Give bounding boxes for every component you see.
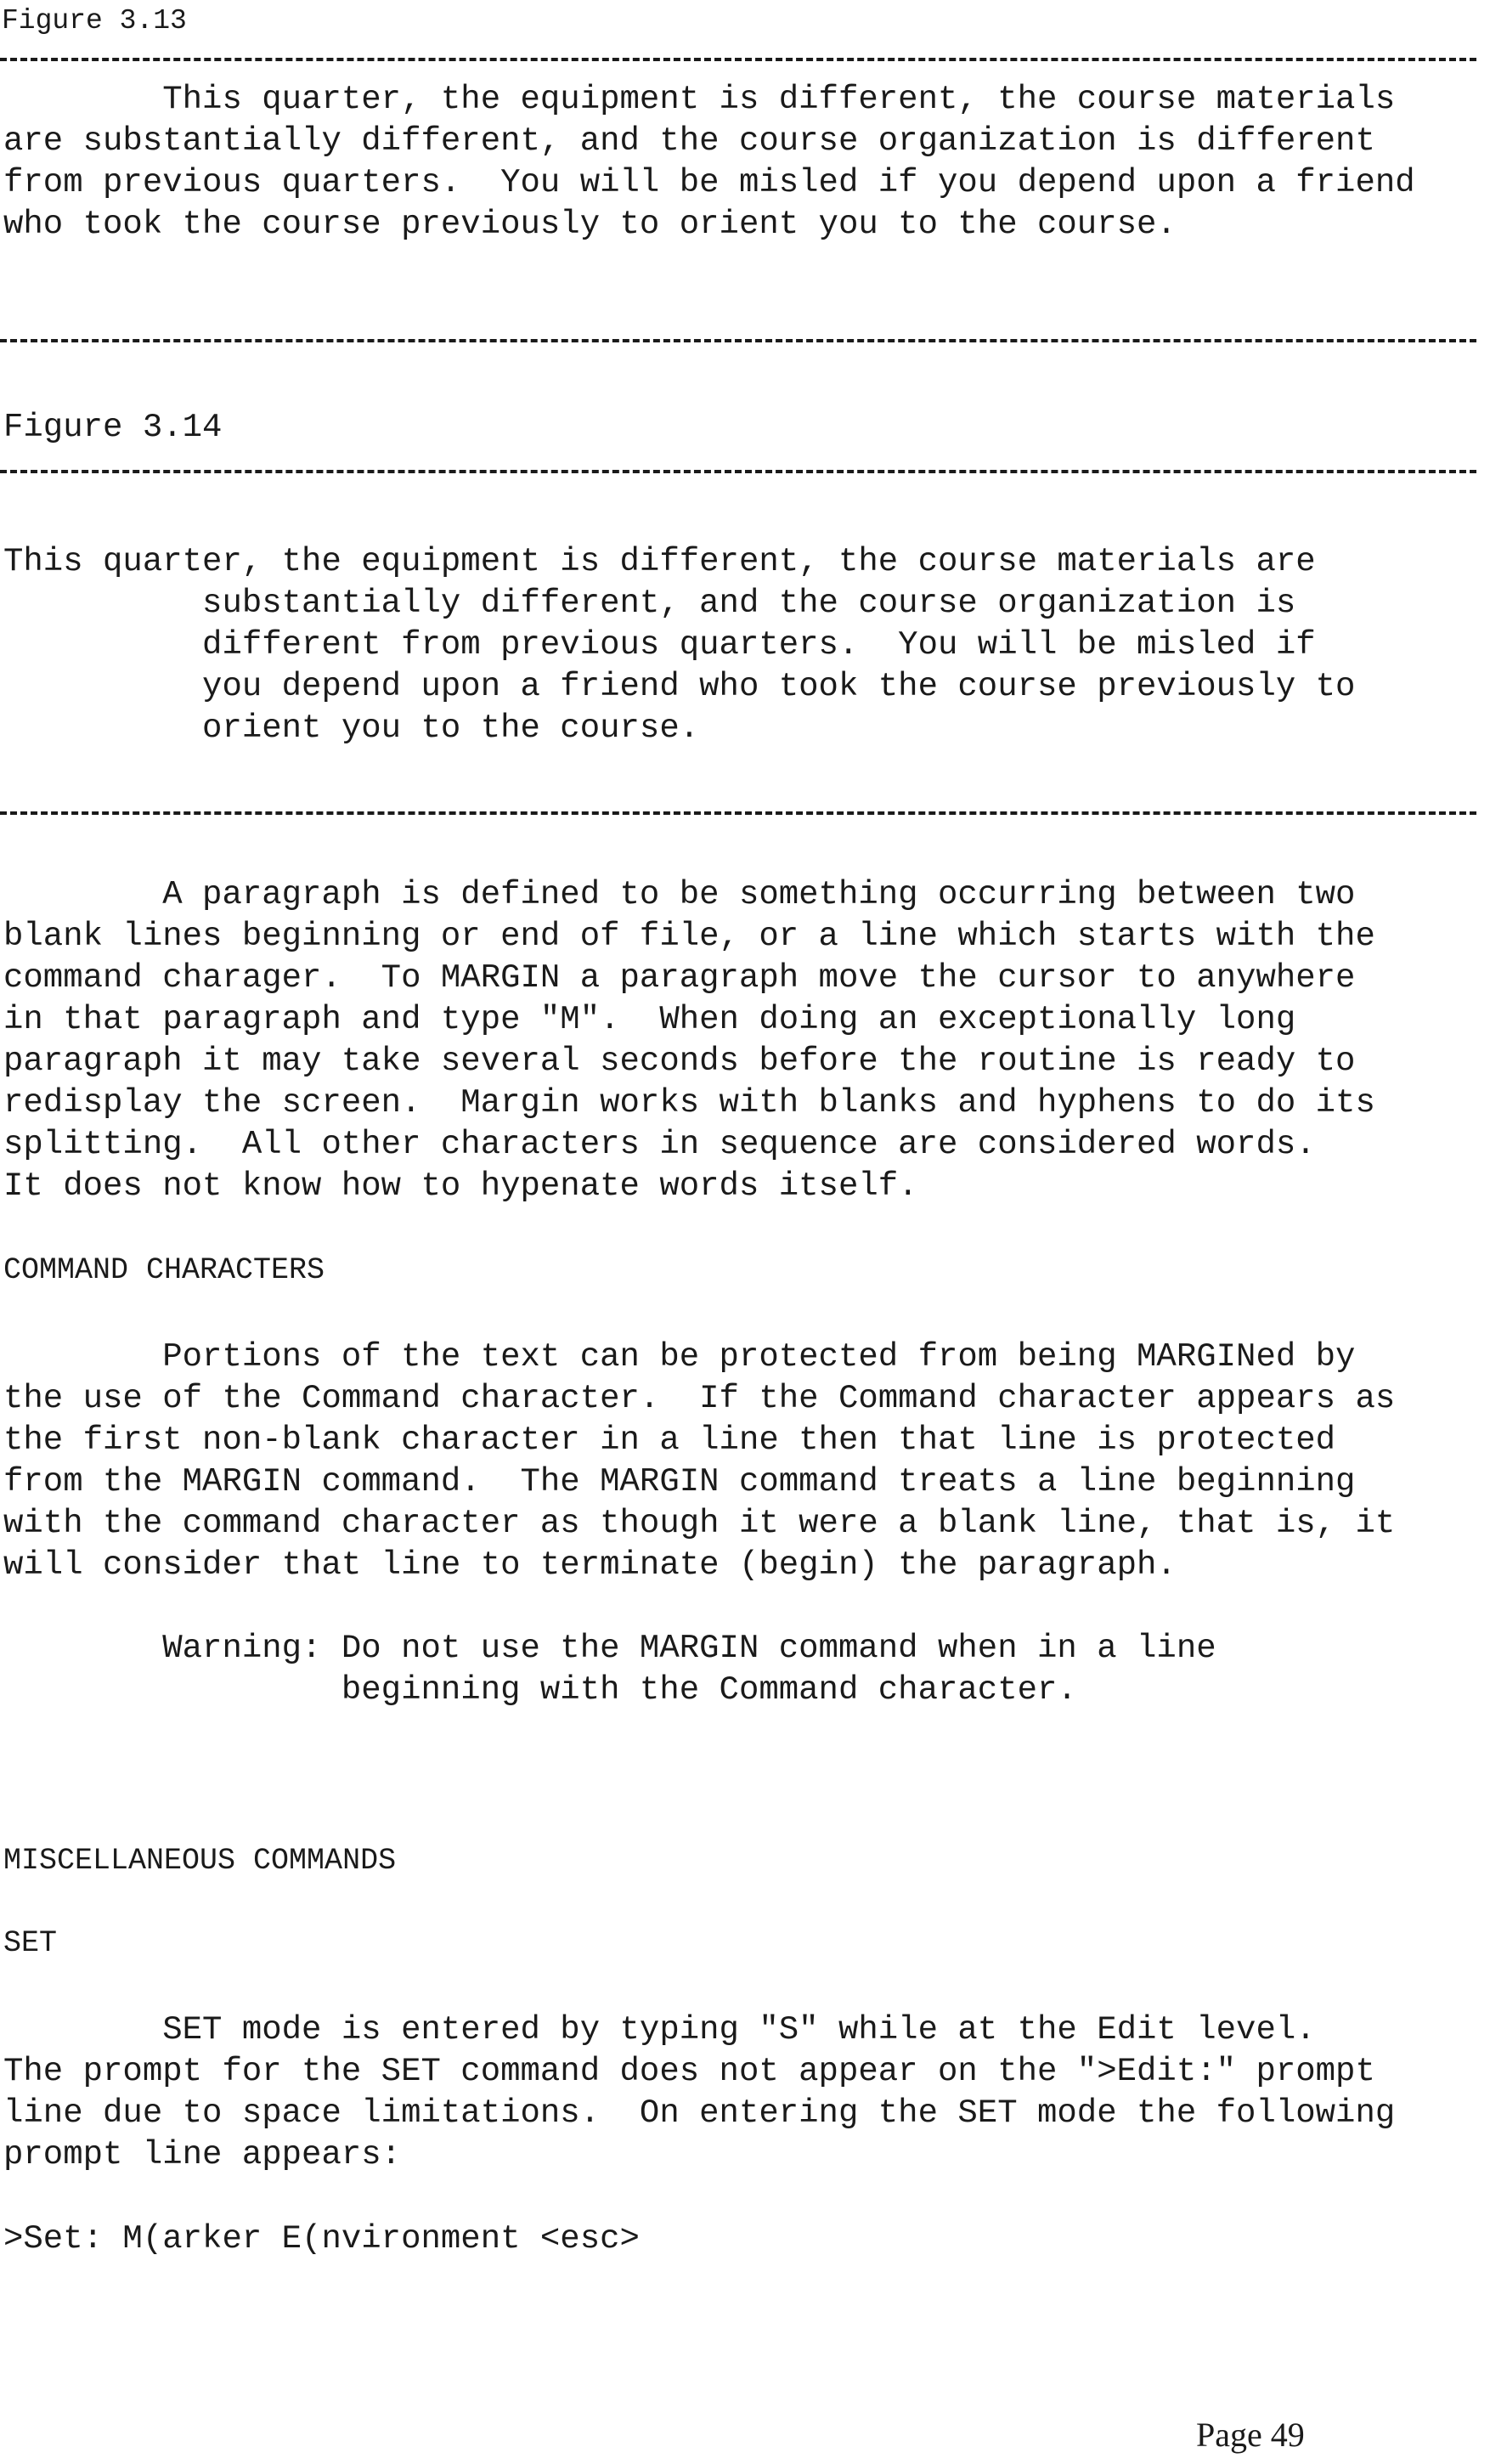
figure-3-13-label: Figure 3.13 [2, 5, 187, 37]
body-text-line: Portions of the text can be protected from being MARGINed by [3, 1338, 1356, 1376]
section-heading: COMMAND CHARACTERS [3, 1253, 325, 1287]
body-text-line: blank lines beginning or end of file, or a line which starts with the [3, 918, 1375, 955]
warning-line: beginning with the Command character. [3, 1671, 1077, 1709]
body-text-line: It does not know how to hypenate words itself. [3, 1167, 918, 1205]
body-text-line: SET mode is entered by typing "S" while at the Edit level. [3, 2011, 1316, 2049]
body-text-line: command charager. To MARGIN a paragraph move the cursor to anywhere [3, 959, 1356, 997]
figure-3-14-line: you depend upon a friend who took the course previously to [3, 668, 1356, 705]
figure-3-14-label: Figure 3.14 [3, 409, 223, 446]
figure-3-13-line: This quarter, the equipment is different, the course materials [3, 81, 1396, 118]
body-text-line: The prompt for the SET command does not appear on the ">Edit:" prompt [3, 2053, 1375, 2090]
body-text-line: paragraph it may take several seconds before the routine is ready to [3, 1043, 1356, 1080]
set-prompt-line: >Set: M(arker E(nvironment <esc> [3, 2220, 640, 2258]
body-text-line: splitting. All other characters in sequence are considered words. [3, 1126, 1316, 1163]
divider [0, 811, 1476, 815]
figure-3-14-line: This quarter, the equipment is different, the course materials are [3, 543, 1316, 580]
divider [0, 339, 1476, 342]
page-number: Page 49 [1196, 2416, 1305, 2454]
subsection-heading: SET [3, 1926, 58, 1960]
body-text-line: redisplay the screen. Margin works with blanks and hyphens to do its [3, 1084, 1375, 1122]
body-text-line: from the MARGIN command. The MARGIN command treats a line beginning [3, 1463, 1356, 1500]
body-text-line: will consider that line to terminate (begin) the paragraph. [3, 1546, 1177, 1584]
figure-3-14-line: substantially different, and the course organization is [3, 585, 1296, 622]
body-text-line: A paragraph is defined to be something occurring between two [3, 876, 1356, 913]
divider [0, 58, 1476, 61]
body-text-line: with the command character as though it were a blank line, that is, it [3, 1505, 1396, 1542]
figure-3-13-line: from previous quarters. You will be misled if you depend upon a friend [3, 164, 1415, 201]
body-text-line: prompt line appears: [3, 2136, 402, 2173]
body-text-line: line due to space limitations. On entering the SET mode the following [3, 2094, 1396, 2132]
figure-3-13-line: who took the course previously to orient you to the course. [3, 206, 1177, 243]
figure-3-14-line: orient you to the course. [3, 709, 700, 747]
figure-3-14-line: different from previous quarters. You will be misled if [3, 626, 1316, 664]
warning-line: Warning: Do not use the MARGIN command when in a line [3, 1630, 1216, 1667]
figure-3-13-line: are substantially different, and the course organization is different [3, 122, 1375, 160]
body-text-line: in that paragraph and type "M". When doing an exceptionally long [3, 1001, 1296, 1038]
divider [0, 470, 1476, 473]
body-text-line: the use of the Command character. If the Command character appears as [3, 1380, 1396, 1417]
section-heading: MISCELLANEOUS COMMANDS [3, 1844, 397, 1878]
body-text-line: the first non-blank character in a line then that line is protected [3, 1421, 1336, 1459]
